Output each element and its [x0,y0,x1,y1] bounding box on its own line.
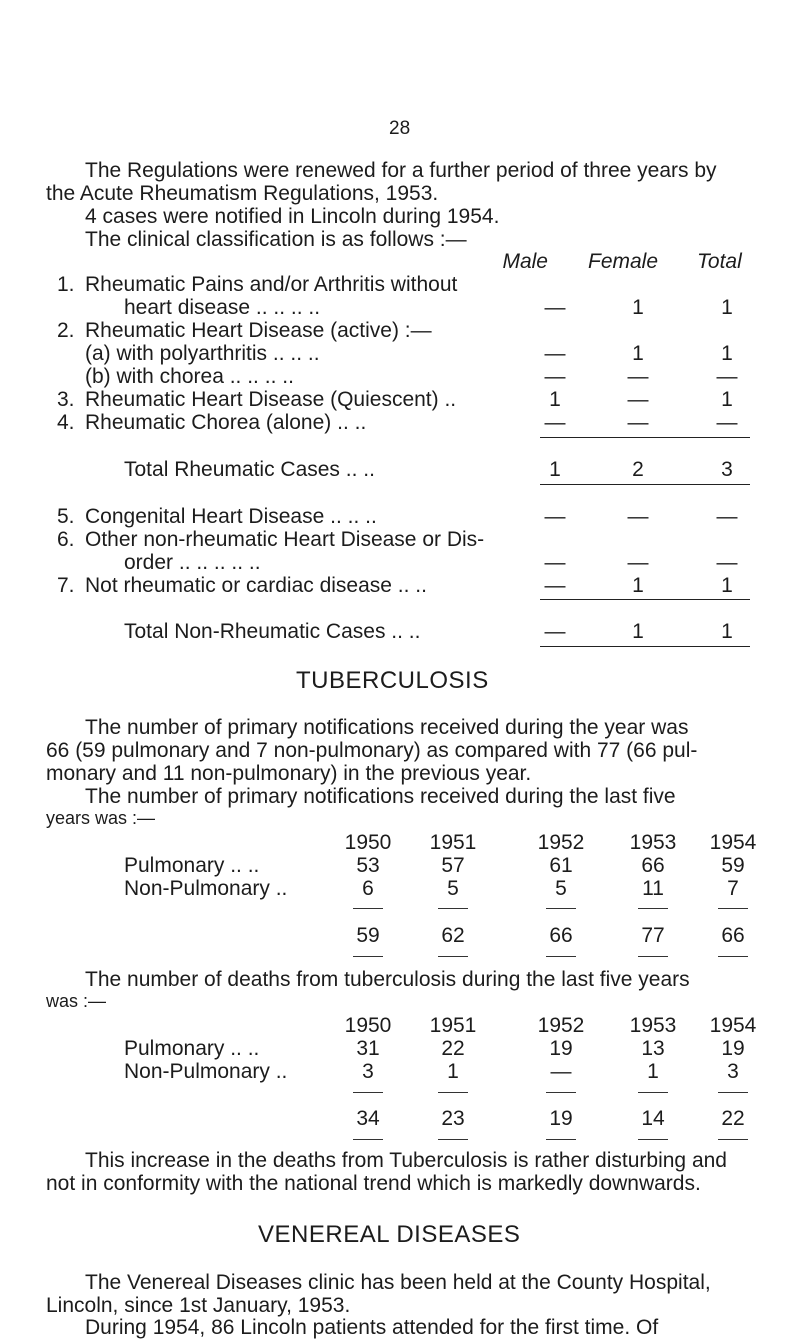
row-label: Rheumatic Heart Disease (Quiescent) .. [85,388,457,411]
divider-rule [540,646,750,647]
row-label: heart disease .. .. .. .. [124,296,321,319]
row-label: (b) with chorea .. .. .. .. [85,365,294,388]
deaths-year: 1952 [537,1014,585,1037]
cell-female: 1 [632,342,644,365]
deaths-year: 1953 [629,1014,677,1037]
deaths-cell: 3 [727,1060,739,1083]
cell-male: — [544,365,566,388]
sum-rule [438,1139,468,1140]
row-num: 1. [57,273,75,296]
notif-year: 1954 [709,831,757,854]
col-header-male: Male [502,250,548,273]
notif-year: 1953 [629,831,677,854]
tb-para3-line-1: This increase in the deaths from Tuberculosis is rather disturbing and [85,1149,727,1172]
col-header-female: Female [588,250,659,273]
intro-line-2: the Acute Rheumatism Regulations, 1953. [46,182,439,205]
row-label: Congenital Heart Disease .. .. .. [85,505,377,528]
deaths-total: 22 [721,1107,745,1130]
notif-cell: 11 [642,877,664,900]
intro-line-1: The Regulations were renewed for a further period of three years by [85,159,717,182]
sum-rule [546,1092,576,1093]
cell-male: — [544,296,566,319]
deaths-row-label: Pulmonary .. .. [124,1037,260,1060]
deaths-cell: 19 [721,1037,745,1060]
sum-rule [546,1139,576,1140]
cell-male: — [544,505,566,528]
row-num: 4. [57,411,75,434]
tuberculosis-heading: TUBERCULOSIS [296,667,489,694]
cell-total: — [716,411,738,434]
tb-para3-line-2: not in conformity with the national trend which is markedly downwards. [46,1172,701,1195]
notif-cell: 61 [549,854,573,877]
divider-rule [540,599,750,600]
row-label: Not rheumatic or cardiac disease .. .. [85,574,427,597]
cell-male: — [544,574,566,597]
cell-total: — [716,365,738,388]
deaths-year: 1950 [344,1014,392,1037]
sum-rule [718,908,748,909]
sum-rule [438,1092,468,1093]
sum-rule [438,908,468,909]
notif-cell: 7 [727,877,739,900]
deaths-year: 1951 [429,1014,477,1037]
col-header-total: Total [697,250,742,273]
cell-female: 1 [632,296,644,319]
deaths-total: 14 [641,1107,665,1130]
notif-total: 59 [356,924,380,947]
cell-male: 1 [549,388,561,411]
vd-para-line-1: The Venereal Diseases clinic has been held at the County Hospital, [85,1271,711,1294]
notif-total: 62 [441,924,465,947]
intro-line-3: 4 cases were notified in Lincoln during 1954. [85,205,500,228]
notif-cell: 59 [721,854,745,877]
deaths-cell: 19 [549,1037,573,1060]
total-non-rheumatic-male: — [544,620,566,643]
cell-male: — [544,551,566,574]
cell-total: 1 [721,388,733,411]
notif-total: 66 [721,924,745,947]
notif-cell: 5 [555,877,567,900]
notif-total: 77 [641,924,665,947]
sum-rule [718,956,748,957]
total-non-rheumatic-female: 1 [632,620,644,643]
cell-female: — [627,411,649,434]
deaths-total: 23 [441,1107,465,1130]
deaths-row-label: Non-Pulmonary .. [124,1060,288,1083]
row-label: Rheumatic Heart Disease (active) :— [85,319,432,342]
cell-total: — [716,551,738,574]
deaths-total: 34 [356,1107,380,1130]
notif-cell: 66 [641,854,665,877]
notif-year: 1952 [537,831,585,854]
total-non-rheumatic-label: Total Non-Rheumatic Cases .. .. [124,620,421,643]
sum-rule [718,1139,748,1140]
cell-total: — [716,505,738,528]
total-rheumatic-male: 1 [549,458,561,481]
notif-year: 1950 [344,831,392,854]
sum-rule [353,956,383,957]
tb-para1-line-5: years was :— [46,808,156,828]
cell-female: — [627,365,649,388]
tb-para2-line-2: was :— [46,991,107,1011]
sum-rule [638,908,668,909]
notif-row-label: Pulmonary .. .. [124,854,260,877]
cell-female: 1 [632,574,644,597]
notif-cell: 53 [356,854,380,877]
row-num: 2. [57,319,75,342]
tb-para1-line-2: 66 (59 pulmonary and 7 non-pulmonary) as compared with 77 (66 pul- [46,739,698,762]
row-label: order .. .. .. .. .. [124,551,261,574]
deaths-cell: 13 [641,1037,665,1060]
deaths-cell: 31 [356,1037,380,1060]
sum-rule [353,1092,383,1093]
intro-line-4: The clinical classification is as follows :— [85,228,467,251]
sum-rule [546,956,576,957]
sum-rule [546,908,576,909]
divider-rule [540,437,750,438]
cell-total: 1 [721,296,733,319]
cell-total: 1 [721,574,733,597]
total-rheumatic-label: Total Rheumatic Cases .. .. [124,458,375,481]
tb-para1-line-1: The number of primary notifications received during the year was [85,716,689,739]
deaths-cell: — [550,1060,572,1083]
notif-total: 66 [549,924,573,947]
sum-rule [353,1139,383,1140]
cell-female: — [627,551,649,574]
notif-row-label: Non-Pulmonary .. [124,877,288,900]
total-non-rheumatic-total: 1 [721,620,733,643]
cell-total: 1 [721,342,733,365]
sum-rule [638,1092,668,1093]
divider-rule [540,484,750,485]
cell-female: — [627,505,649,528]
deaths-cell: 1 [647,1060,659,1083]
row-num: 7. [57,574,75,597]
row-label: (a) with polyarthritis .. .. .. [85,342,320,365]
cell-male: — [544,411,566,434]
row-num: 5. [57,505,75,528]
deaths-total: 19 [549,1107,573,1130]
cell-male: — [544,342,566,365]
row-label: Rheumatic Pains and/or Arthritis without [85,273,458,296]
tb-para2-line-1: The number of deaths from tuberculosis during the last five years [85,968,690,991]
total-rheumatic-female: 2 [632,458,644,481]
sum-rule [353,908,383,909]
vd-para-line-3: During 1954, 86 Lincoln patients attended for the first time. Of [85,1316,659,1339]
row-label: Other non-rheumatic Heart Disease or Dis- [85,528,485,551]
total-rheumatic-total: 3 [721,458,733,481]
notif-year: 1951 [429,831,477,854]
notif-cell: 5 [447,877,459,900]
row-label: Rheumatic Chorea (alone) .. .. [85,411,367,434]
sum-rule [638,956,668,957]
sum-rule [638,1139,668,1140]
deaths-cell: 1 [447,1060,459,1083]
notif-cell: 6 [362,877,374,900]
tb-para1-line-3: monary and 11 non-pulmonary) in the previous year. [46,762,532,785]
cell-female: — [627,388,649,411]
venereal-diseases-heading: VENEREAL DISEASES [258,1221,521,1248]
tb-para1-line-4: The number of primary notifications received during the last five [85,785,676,808]
notif-cell: 57 [441,854,465,877]
row-num: 3. [57,388,75,411]
row-num: 6. [57,528,75,551]
sum-rule [438,956,468,957]
vd-para-line-2: Lincoln, since 1st January, 1953. [46,1294,351,1317]
sum-rule [718,1092,748,1093]
deaths-cell: 3 [362,1060,374,1083]
page-number: 28 [389,118,411,139]
deaths-year: 1954 [709,1014,757,1037]
deaths-cell: 22 [441,1037,465,1060]
